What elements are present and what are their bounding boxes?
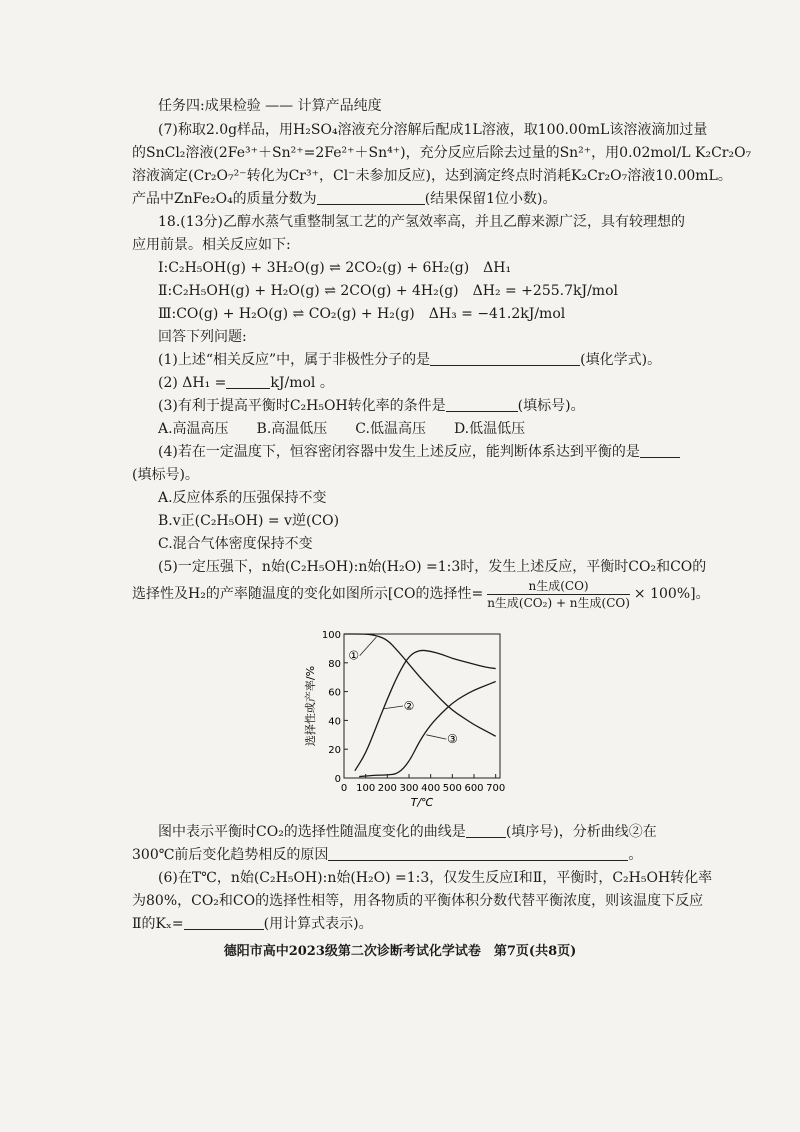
q6-note: (用计算式表示)。 [263, 916, 373, 932]
x-tick-label: 0 [340, 783, 348, 794]
x-tick-label: 700 [486, 783, 506, 794]
q7-text: 产品中ZnFe₂O₄的质量分数为 [132, 191, 317, 207]
q3-note: (填标号)。 [517, 398, 585, 414]
curve-label-leader [383, 706, 403, 709]
q4-option-c: C.混合气体密度保持不变 [158, 536, 313, 552]
fraction-denominator: n生成(CO₂) + n生成(CO) [487, 595, 630, 610]
fraction-numerator: n生成(CO) [487, 578, 630, 595]
q1-answer-blank[interactable] [430, 351, 580, 366]
q4-option-b: B.v正(C₂H₅OH) = v逆(CO) [158, 513, 340, 529]
q7-line-4 [132, 189, 692, 209]
q18-line-1: 18.(13分)乙醇水蒸气重整制氢工艺的产氢效率高，并且乙醇来源广泛，具有较理想的 [158, 214, 686, 230]
q3-answer-blank[interactable] [446, 397, 518, 412]
q5-question: 图中表示平衡时CO₂的选择性随温度变化的曲线是 [158, 824, 466, 840]
reaction-3: Ⅲ:CO(g) + H₂O(g) ⇌ CO₂(g) + H₂(g) ΔH₃ = −41.2kJ/mol [158, 306, 566, 322]
answer-prompt: 回答下列问题: [158, 329, 247, 345]
curve-label-1: ① [348, 648, 360, 663]
q2-unit: kJ/mol 。 [270, 375, 334, 391]
page-footer: 德阳市高中2023级第二次诊断考试化学试卷 第7页(共8页) [223, 944, 577, 959]
curve-label-leader [426, 735, 446, 739]
q1-text: (1)上述“相关反应”中，属于非极性分子的是 [158, 352, 431, 368]
q5-percent: × 100%]。 [633, 586, 710, 602]
q2-line [158, 373, 692, 393]
y-tick-label: 20 [328, 745, 341, 757]
curve-label-leader [360, 637, 377, 656]
q1-note: (填化学式)。 [580, 352, 662, 368]
q7-answer-blank[interactable] [317, 190, 425, 205]
q6-line-3 [132, 914, 692, 934]
q4-text: (4)若在一定温度下，恒容密闭容器中发生上述反应，能判断体系达到平衡的是 [158, 444, 640, 460]
x-axis-label: T/℃ [410, 796, 434, 809]
q6-text: Ⅱ的Kₓ= [132, 916, 184, 932]
task-heading: 任务四:成果检验 —— 计算产品纯度 [158, 98, 382, 114]
q6-line-2: 为80%，CO₂和CO的选择性相等，用各物质的平衡体积分数代替平衡浓度，则该温度下反应 [132, 893, 704, 909]
q5-question-tail: (填序号)，分析曲线②在 [505, 824, 657, 840]
selectivity-chart [300, 620, 520, 810]
q4-line-1 [158, 442, 692, 462]
q5-line-1: (5)一定压强下，n始(C₂H₅OH):n始(H₂O) =1:3时，发生上述反应，平衡时CO₂和CO的 [158, 559, 707, 575]
x-tick-label: 100 [356, 783, 376, 794]
y-tick-label: 40 [328, 716, 341, 728]
x-tick-label: 600 [464, 783, 484, 794]
curve-label-3: ③ [446, 732, 458, 747]
q3-line [158, 396, 692, 416]
q5-line-3 [158, 822, 692, 842]
q6-answer-blank[interactable] [184, 915, 264, 930]
q5-line-2 [132, 576, 710, 612]
x-tick-label: 300 [399, 783, 419, 794]
curve-3 [359, 682, 496, 777]
y-tick-label: 100 [321, 630, 341, 641]
y-axis-label: 选择性或产率/% [304, 665, 317, 747]
curve-1 [344, 634, 496, 736]
q5-reason-end: 。 [628, 847, 643, 863]
q4-line-2: (填标号)。 [132, 467, 199, 483]
q1-line [158, 350, 692, 370]
x-tick-label: 400 [421, 783, 441, 794]
q7-line-2: 的SnCl₂溶液(2Fe³⁺＋Sn²⁺=2Fe²⁺＋Sn⁴⁺)，充分反应后除去过量的Sn²⁺，用0.02mol/L K₂Cr₂O₇ [132, 145, 752, 161]
x-tick-label: 500 [442, 783, 462, 794]
q2-answer-blank[interactable] [226, 374, 270, 389]
q5-text: 选择性及H₂的产率随温度的变化如图所示[CO的选择性= [132, 586, 484, 602]
plot-frame [344, 634, 500, 778]
q5-line-4 [132, 845, 692, 865]
y-tick-label: 0 [334, 774, 341, 785]
co-selectivity-fraction [487, 578, 630, 611]
y-tick-label: 60 [328, 687, 341, 699]
reaction-1: Ⅰ:C₂H₅OH(g) + 3H₂O(g) ⇌ 2CO₂(g) + 6H₂(g) ΔH₁ [158, 260, 512, 276]
curve-2 [355, 650, 496, 770]
y-tick-label: 80 [328, 658, 341, 670]
q18-line-2: 应用前景。相关反应如下: [132, 237, 291, 253]
q5-reason-blank[interactable] [328, 846, 628, 861]
q7-line-3: 溶液滴定(Cr₂O₇²⁻转化为Cr³⁺，Cl⁻未参加反应)，达到滴定终点时消耗K₂Cr₂O₇溶液10.00mL。 [132, 168, 732, 184]
x-tick-label: 200 [377, 783, 397, 794]
q5-curve-blank[interactable] [466, 823, 506, 838]
curve-label-2: ② [403, 699, 415, 713]
q6-line-1: (6)在T℃，n始(C₂H₅OH):n始(H₂O) =1:3，仅发生反应Ⅰ和Ⅱ，平衡时，C₂H₅OH转化率 [158, 870, 713, 886]
q7-line-1: (7)称取2.0g样品，用H₂SO₄溶液充分溶解后配成1L溶液，取100.00mL该溶液滴加过量 [158, 122, 708, 138]
q5-reason-text: 300℃前后变化趋势相反的原因 [132, 847, 329, 863]
q7-note: (结果保留1位小数)。 [424, 191, 557, 207]
q3-options: A.高温高压 B.高温低压 C.低温高压 D.低温低压 [158, 421, 526, 437]
q4-option-a: A.反应体系的压强保持不变 [158, 490, 327, 506]
q3-text: (3)有利于提高平衡时C₂H₅OH转化率的条件是 [158, 398, 446, 414]
reaction-2: Ⅱ:C₂H₅OH(g) + H₂O(g) ⇌ 2CO(g) + 4H₂(g) ΔH₂ = +255.7kJ/mol [158, 283, 618, 299]
q2-text: (2) ΔH₁ = [158, 375, 227, 391]
q4-answer-blank[interactable] [640, 443, 680, 458]
